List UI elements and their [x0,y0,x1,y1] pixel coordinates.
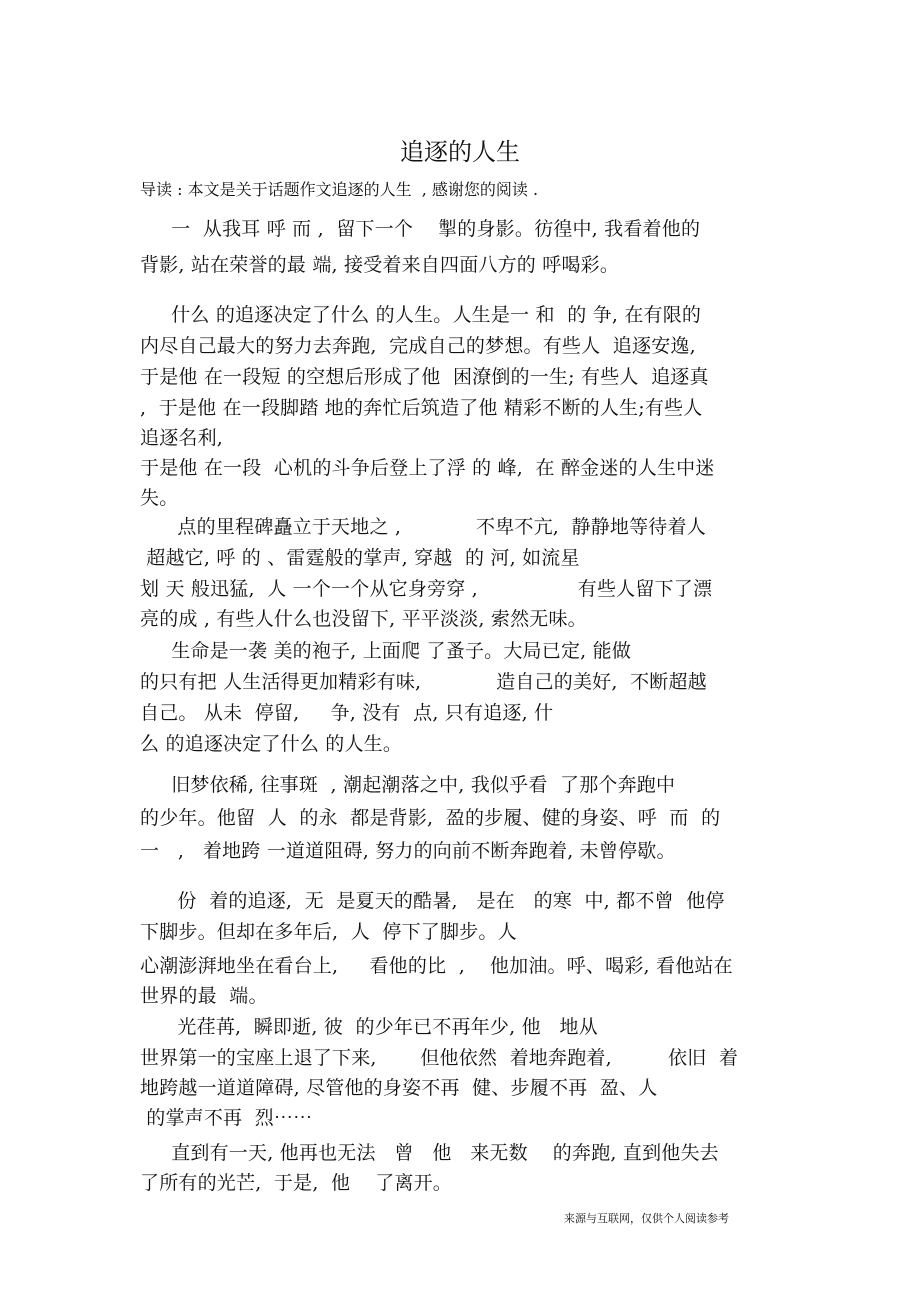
intro-text: 导读 : 本文是关于话题作文追逐的人生 , 感谢您的阅读 . [140,180,539,199]
body-line: 失。 [140,487,179,509]
body-line: 了所有的光芒, 于是, 他 了离开。 [140,1172,452,1194]
body-line: 的只有把 人生活得更加精彩有味, 造自己的美好, 不断超越 [140,671,707,693]
document-title: 追逐的人生 [400,138,520,166]
body-line: 心潮澎湃地坐在看台上, 看他的比 , 他加油。呼、喝彩, 看他站在 [140,955,733,977]
body-line: 一 从我耳 呼 而 , 留下一个 掣的身影。彷徨中, 我看着他的 [140,218,701,240]
body-line: 划 天 般迅猛, 人 一个一个从它身旁穿 , 有些人留下了漂 [140,578,713,600]
body-line: 么 的追逐决定了什么 的人生。 [140,733,403,755]
body-line: , 于是他 在一段脚踏 地的奔忙后筑造了他 精彩不断的人生;有些人 [140,397,703,419]
body-line: 下脚步。但却在多年后, 人 停下了脚步。人 [140,921,517,943]
body-line: 点的里程碑矗立于天地之 , 不卑不亢, 静静地等待着人 [140,516,706,538]
body-line: 份 着的追逐, 无 是夏天的酷暑, 是在 的寒 中, 都不曾 他停 [140,890,725,912]
body-line: 的少年。他留 人 的永 都是背影, 盈的步履、健的身姿、呼 而 的 [140,807,721,829]
body-line: 光荏苒, 瞬即逝, 彼 的少年已不再年少, 他 地从 [140,1016,598,1038]
footer-note: 来源与互联网，仅供个人阅读参考 [564,1212,729,1225]
body-line: 内尽自己最大的努力去奔跑, 完成自己的梦想。有些人 追逐安逸, [140,335,696,357]
body-line: 的掌声不再 烈⋯⋯ [140,1107,313,1129]
body-line: 直到有一天, 他再也无法 曾 他 来无数 的奔跑, 直到他失去 [140,1142,719,1164]
body-line: 追逐名利, [140,427,224,449]
body-line: 地跨越一道道障碍, 尽管他的身姿不再 健、步履不再 盈、人 [140,1077,658,1099]
body-line: 自己。 从未 停留, 争, 没有 点, 只有追逐, 什 [140,702,554,724]
body-line: 世界的最 端。 [140,985,268,1007]
body-line: 于是他 在一段短 的空想后形成了他 困潦倒的一生; 有些人 追逐真 [140,366,709,388]
body-line: 超越它, 呼 的 、雷霆般的掌声, 穿越 的 河, 如流星 [140,547,580,569]
body-line: 亮的成 , 有些人什么也没留下, 平平淡淡, 索然无味。 [140,608,587,630]
body-line: 于是他 在一段 心机的斗争后登上了浮 的 峰, 在 醉金迷的人生中迷 [140,457,715,479]
body-line: 什么 的追逐决定了什么 的人生。人生是一 和 的 争, 在有限的 [140,304,702,326]
body-line: 背影, 站在荣誉的最 端, 接受着来自四面八方的 呼喝彩。 [140,254,620,276]
body-line: 旧梦依稀, 往事斑 , 潮起潮落之中, 我似乎看 了那个奔跑中 [140,774,676,796]
body-line: 生命是一袭 美的袍子, 上面爬 了蚤子。大局已定, 能做 [140,640,632,662]
body-line: 一 , 着地跨 一道道阻碍, 努力的向前不断奔跑着, 未曾停歇。 [140,840,676,862]
body-line: 世界第一的宝座上退了下来, 但他依然 着地奔跑着, 依旧 着 [140,1047,739,1069]
